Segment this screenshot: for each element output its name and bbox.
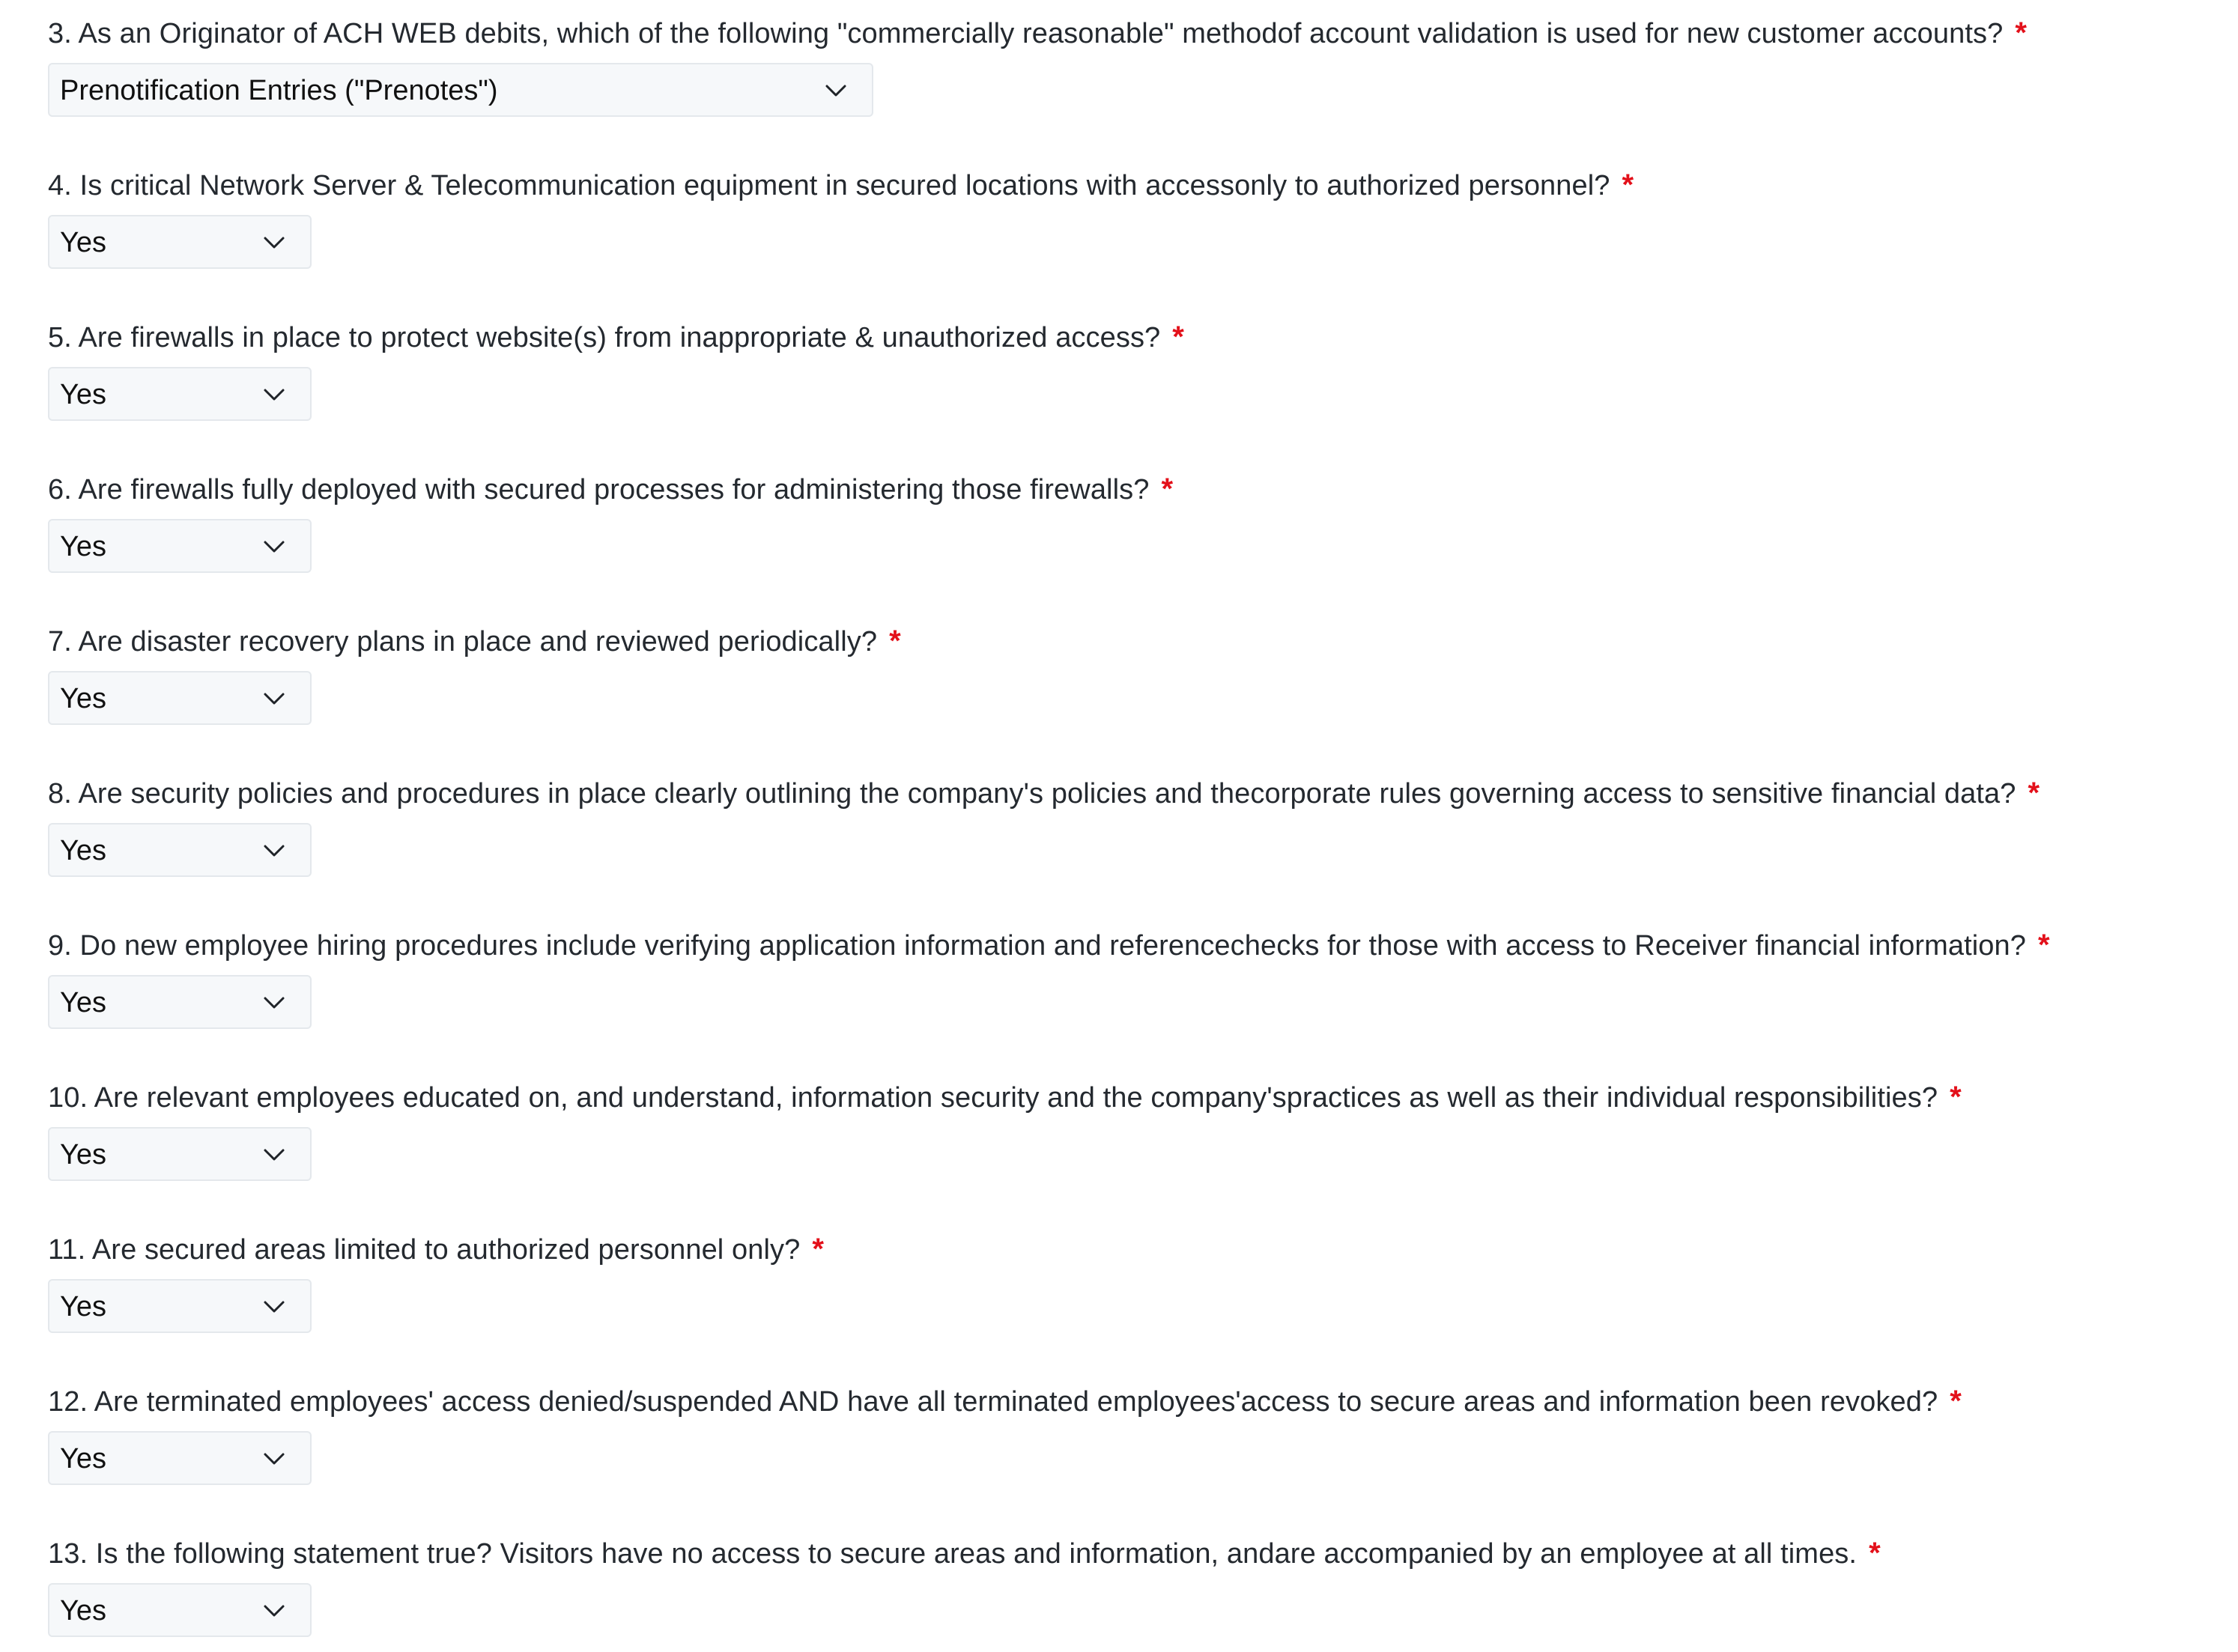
answer-select[interactable] bbox=[48, 1431, 312, 1485]
answer-select[interactable] bbox=[48, 1583, 312, 1637]
select-value: Yes bbox=[60, 1139, 106, 1170]
select-value: Yes bbox=[60, 227, 106, 258]
question-5 bbox=[48, 319, 2220, 410]
chevron-down-icon bbox=[262, 536, 286, 557]
question-label: 12. Are terminated employees' access denied/suspended AND have all terminated employees'access to secure areas and information been revoked? * bbox=[48, 1385, 1962, 1418]
select-value: Yes bbox=[60, 683, 106, 714]
chevron-down-icon bbox=[262, 384, 286, 405]
chevron-down-icon bbox=[824, 80, 848, 101]
account-validation-select[interactable] bbox=[48, 63, 873, 117]
required-asterisk: * bbox=[1950, 1081, 1962, 1114]
question-label: 10. Are relevant employees educated on, and understand, information security and the company'spractices as well as their individual responsibilities? * bbox=[48, 1081, 1962, 1114]
select-value: Yes bbox=[60, 835, 106, 866]
question-8 bbox=[48, 775, 2220, 866]
required-asterisk: * bbox=[1869, 1537, 1881, 1570]
chevron-down-icon bbox=[262, 1600, 286, 1621]
required-asterisk: * bbox=[1172, 321, 1184, 353]
select-value: Yes bbox=[60, 1595, 106, 1627]
required-asterisk: * bbox=[1161, 473, 1174, 505]
answer-select[interactable] bbox=[48, 975, 312, 1029]
chevron-down-icon bbox=[262, 1448, 286, 1469]
chevron-down-icon bbox=[262, 232, 286, 253]
question-11 bbox=[48, 1231, 2220, 1322]
question-label: 8. Are security policies and procedures in place clearly outlining the company's policies and thecorporate rules governing access to sensitive financial data? * bbox=[48, 777, 2040, 810]
required-asterisk: * bbox=[2015, 16, 2028, 49]
answer-select[interactable] bbox=[48, 215, 312, 269]
question-10 bbox=[48, 1079, 2220, 1170]
answer-select[interactable] bbox=[48, 1279, 312, 1333]
question-12 bbox=[48, 1383, 2220, 1475]
select-value: Yes bbox=[60, 1291, 106, 1322]
question-3 bbox=[48, 15, 2220, 106]
chevron-down-icon bbox=[262, 1144, 286, 1165]
required-asterisk: * bbox=[1622, 168, 1634, 201]
question-label: 7. Are disaster recovery plans in place and reviewed periodically? * bbox=[48, 625, 901, 658]
answer-select[interactable] bbox=[48, 823, 312, 877]
select-value: Yes bbox=[60, 987, 106, 1018]
question-9 bbox=[48, 927, 2220, 1018]
answer-select[interactable] bbox=[48, 1127, 312, 1181]
required-asterisk: * bbox=[889, 625, 901, 658]
required-asterisk: * bbox=[812, 1233, 825, 1266]
required-asterisk: * bbox=[1950, 1385, 1962, 1418]
chevron-down-icon bbox=[262, 840, 286, 861]
select-value: Yes bbox=[60, 379, 106, 410]
chevron-down-icon bbox=[262, 1296, 286, 1317]
question-label: 5. Are firewalls in place to protect website(s) from inappropriate & unauthorized access? * bbox=[48, 321, 1184, 353]
question-label: 3. As an Originator of ACH WEB debits, which of the following "commercially reasonable" methodof account validation is used for new customer accounts? * bbox=[48, 16, 2028, 49]
question-label: 9. Do new employee hiring procedures include verifying application information and referencechecks for those with access to Receiver financial information? * bbox=[48, 929, 2050, 962]
question-4 bbox=[48, 167, 2220, 258]
question-label: 6. Are firewalls fully deployed with secured processes for administering those firewalls? * bbox=[48, 473, 1174, 505]
chevron-down-icon bbox=[262, 992, 286, 1013]
question-13 bbox=[48, 1535, 2220, 1627]
question-7 bbox=[48, 623, 2220, 714]
answer-select[interactable] bbox=[48, 671, 312, 725]
required-asterisk: * bbox=[2028, 777, 2040, 810]
answer-select[interactable] bbox=[48, 519, 312, 573]
select-value: Yes bbox=[60, 531, 106, 562]
question-label: 13. Is the following statement true? Visitors have no access to secure areas and information, andare accompanied by an employee at all times. * bbox=[48, 1537, 1881, 1570]
select-value: Prenotification Entries ("Prenotes") bbox=[60, 75, 498, 106]
question-label: 11. Are secured areas limited to authorized personnel only? * bbox=[48, 1233, 825, 1266]
question-6 bbox=[48, 471, 2220, 562]
select-value: Yes bbox=[60, 1443, 106, 1475]
answer-select[interactable] bbox=[48, 367, 312, 421]
question-label: 4. Is critical Network Server & Telecommunication equipment in secured locations with accessonly to authorized personnel? * bbox=[48, 168, 1634, 201]
required-asterisk: * bbox=[2038, 929, 2050, 962]
chevron-down-icon bbox=[262, 688, 286, 709]
